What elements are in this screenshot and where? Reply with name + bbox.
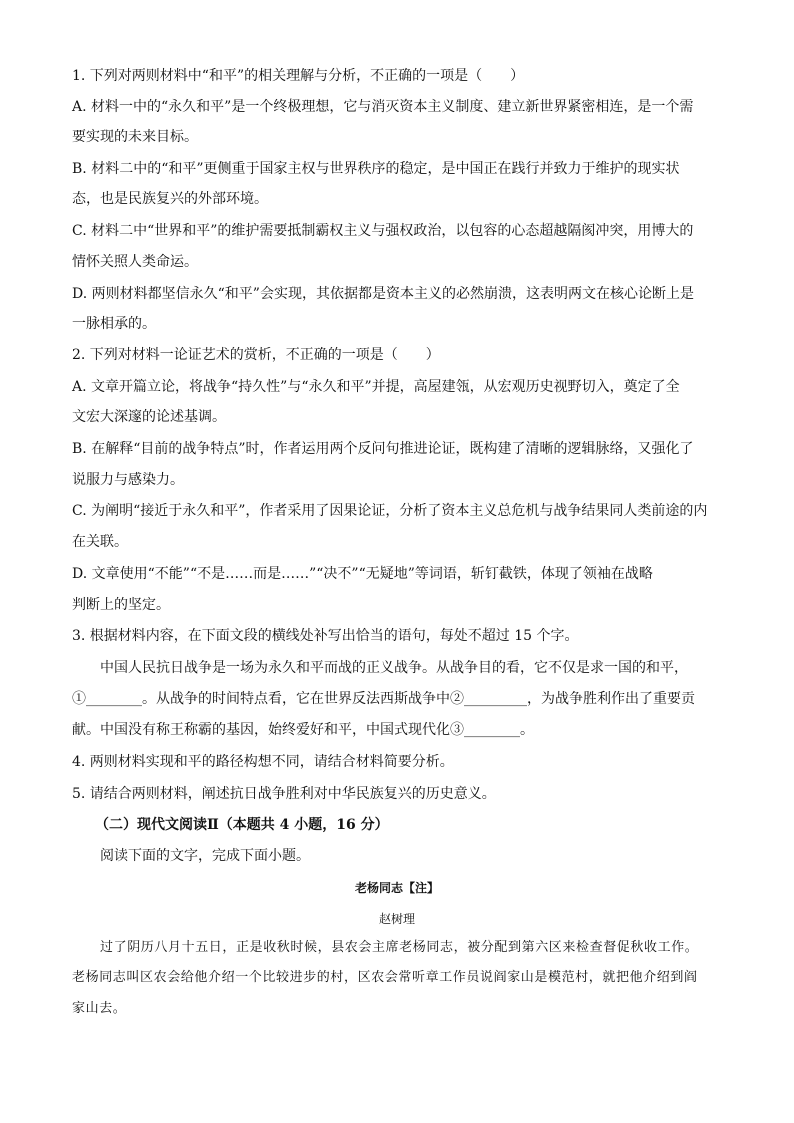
question-3-passage-line-2: ①________。从战争的时间特点看，它在世界反法西斯战争中②_________，为战争胜利作出了重要贡 bbox=[72, 691, 695, 707]
question-1-option-d-cont: 一脉相承的。 bbox=[72, 316, 156, 332]
question-1-option-a-cont: 要实现的未来目标。 bbox=[72, 129, 198, 145]
question-2-option-b-cont: 说服力与感染力。 bbox=[72, 472, 184, 488]
question-5: 5. 请结合两则材料，阐述抗日战争胜利对中华民族复兴的历史意义。 bbox=[72, 786, 496, 802]
question-3-passage-line-3: 献。中国没有称王称霸的基因，始终爱好和平，中国式现代化③________。 bbox=[72, 722, 534, 738]
question-2-option-b: B. 在解释“目前的战争特点”时，作者运用两个反问句推进论证，既构建了清晰的逻辑脉络，又强化了 bbox=[72, 441, 694, 457]
question-1-option-c-cont: 情怀关照人类命运。 bbox=[72, 254, 198, 270]
question-2-option-c-cont: 在关联。 bbox=[72, 534, 128, 550]
question-4: 4. 两则材料实现和平的路径构想不同，请结合材料简要分析。 bbox=[72, 754, 454, 770]
question-2-option-a: A. 文章开篇立论，将战争“持久性”与“永久和平”并提，高屋建瓴，从宏观历史视野切入，奠定了全 bbox=[72, 379, 680, 395]
question-1-option-c: C. 材料二中“世界和平”的维护需要抵制霸权主义与强权政治，以包容的心态超越隔阂冲突，用博大的 bbox=[72, 223, 694, 239]
story-paragraph-line-2: 老杨同志叫区农会给他介绍一个比较进步的村，区农会常听章工作员说阎家山是模范村，就把他介绍到阎 bbox=[72, 970, 698, 985]
question-2-option-d-cont: 判断上的坚定。 bbox=[72, 597, 170, 613]
story-paragraph-line-1: 过了阴历八月十五日，正是收秋时候，县农会主席老杨同志，被分配到第六区来检查督促秋收工作。 bbox=[100, 940, 699, 955]
question-1-stem: 1. 下列对两则材料中“和平”的相关理解与分析，不正确的一项是（ ） bbox=[72, 68, 525, 84]
question-2-option-a-cont: 文宏大深邃的论述基调。 bbox=[72, 409, 226, 425]
story-paragraph-line-3: 家山去。 bbox=[72, 1001, 127, 1016]
story-title: 老杨同志【注】 bbox=[354, 881, 439, 895]
question-3-passage-line-1: 中国人民抗日战争是一场为永久和平而战的正义战争。从战争目的看，它不仅是求一国的和平， bbox=[100, 660, 688, 676]
question-1-option-a: A. 材料一中的“永久和平”是一个终极理想，它与消灭资本主义制度、建立新世界紧密相连，是一个需 bbox=[72, 99, 694, 115]
section-instruction: 阅读下面的文字，完成下面小题。 bbox=[100, 848, 310, 864]
section-heading: （二）现代文阅读Ⅱ（本题共 4 小题，16 分） bbox=[95, 817, 389, 833]
question-1-option-b: B. 材料二中的“和平”更侧重于国家主权与世界秩序的稳定，是中国正在践行并致力于维护的现实状 bbox=[72, 161, 680, 177]
question-1-option-b-cont: 态，也是民族复兴的外部环境。 bbox=[72, 191, 268, 207]
question-2-option-d: D. 文章使用“不能”“不是……而是……”“决不”“无疑地”等词语，斩钉截铁，体现了领袖在战略 bbox=[72, 566, 653, 582]
question-1-option-d: D. 两则材料都坚信永久“和平”会实现，其依据都是资本主义的必然崩溃，这表明两文在核心论断上是 bbox=[72, 286, 694, 302]
question-3-stem: 3. 根据材料内容，在下面文段的横线处补写出恰当的语句，每处不超过 15 个字。 bbox=[72, 628, 579, 644]
question-2-option-c: C. 为阐明“接近于永久和平”，作者采用了因果论证，分析了资本主义总危机与战争结果同人类前途的内 bbox=[72, 503, 708, 519]
question-2-stem: 2. 下列对材料一论证艺术的赏析，不正确的一项是（ ） bbox=[72, 347, 440, 363]
story-author: 赵树理 bbox=[378, 912, 415, 926]
